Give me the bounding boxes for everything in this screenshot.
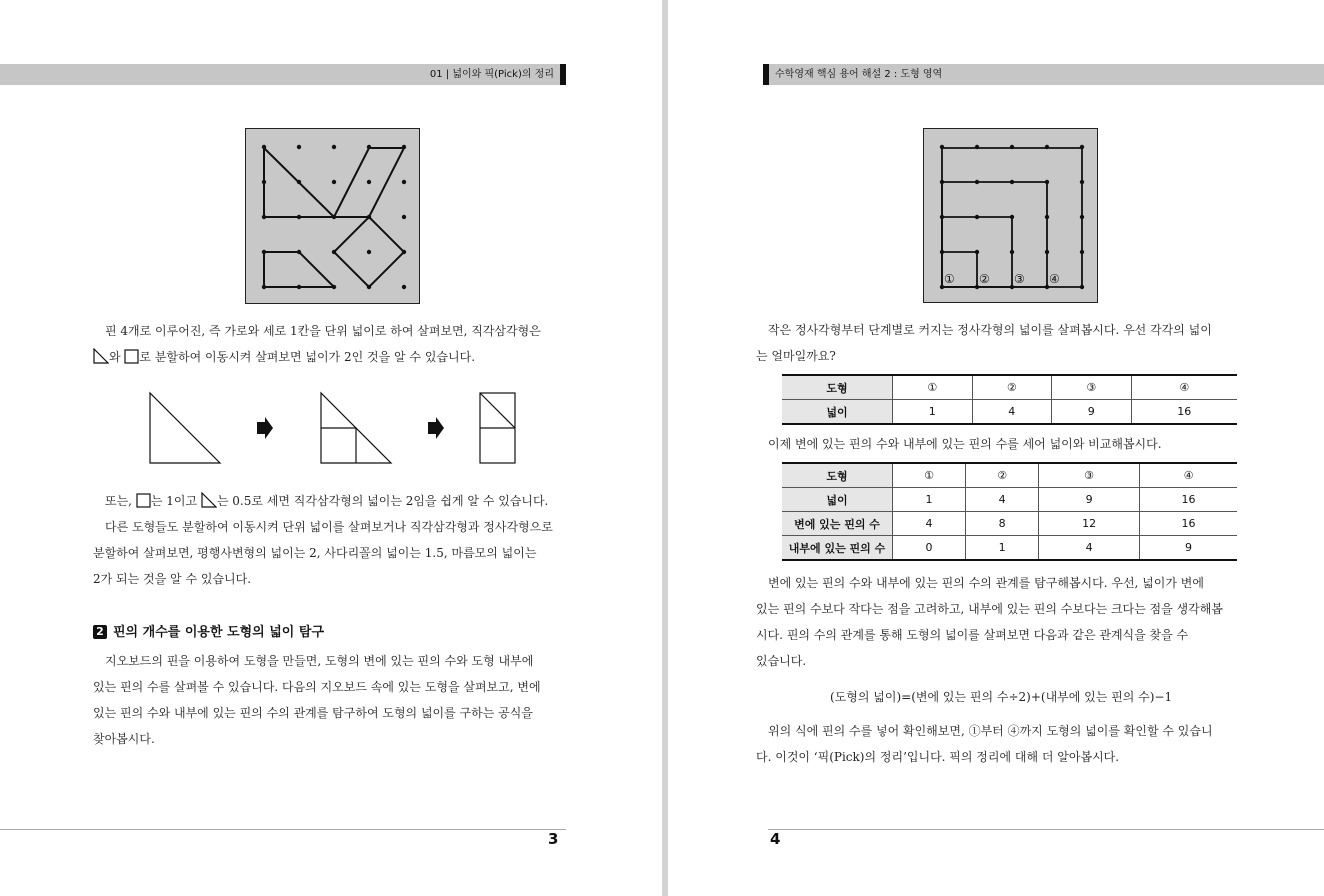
text-line: 위의 식에 핀의 수를 넣어 확인해보면, ①부터 ④까지 도형의 넓이를 확인할 수 있습니	[768, 724, 1213, 738]
text-line: 지오보드의 핀을 이용하여 도형을 만들면, 도형의 변에 있는 핀의 수와 도형 내부에	[105, 654, 534, 668]
table-cell: 4	[1039, 536, 1140, 561]
table-cell: ④	[1131, 375, 1237, 400]
text-line: 있는 핀의 수와 내부에 있는 핀의 수의 관계를 탐구하여 도형의 넓이를 구하는 공식을	[93, 706, 533, 720]
table-row	[782, 536, 1237, 561]
text-line: 핀 4개로 이루어진, 즉 가로와 세로 1칸을 단위 넓이로 하여 살펴보면, 직각삼각형은	[105, 324, 541, 338]
geoboard-pin	[367, 180, 371, 184]
geoboard-pin	[402, 285, 406, 289]
text-line: 있는 핀의 수보다 작다는 점을 고려하고, 내부에 있는 핀의 수보다는 크다는 점을 생각해봅	[756, 602, 1223, 616]
table-cell: 16	[1140, 512, 1237, 536]
left-paragraph-1	[93, 318, 563, 370]
table-cell: ④	[1140, 463, 1237, 488]
table-cell: 9	[1039, 488, 1140, 512]
table-row-header: 도형	[782, 375, 893, 400]
table-cell: 1	[966, 536, 1039, 561]
left-running-header	[0, 64, 566, 85]
text-line: 시다. 핀의 수의 관계를 통해 도형의 넓이를 살펴보면 다음과 같은 관계식을 찾을 수	[756, 628, 1189, 642]
square-icon	[124, 349, 139, 364]
text-line: 이제 변에 있는 핀의 수와 내부에 있는 핀의 수를 세어 넓이와 비교해봅시다.	[768, 437, 1162, 451]
table-cell: 1	[893, 488, 966, 512]
page-number: 3	[548, 830, 559, 848]
text-fragment: 는 1이고	[150, 494, 198, 508]
area-table	[782, 374, 1237, 425]
text-line: 작은 정사각형부터 단계별로 커지는 정사각형의 넓이를 살펴봅시다. 우선 각각의 넓이	[768, 323, 1212, 337]
arrow-right-icon	[428, 417, 444, 439]
table-row	[782, 400, 1237, 425]
table-cell: 9	[1052, 400, 1132, 425]
table-cell: ①	[893, 463, 966, 488]
table-row-header: 도형	[782, 463, 893, 488]
right-header-title: 수학영재 핵심 용어 해설 2 : 도형 영역	[775, 69, 943, 80]
geoboard-pin	[332, 180, 336, 184]
pick-formula: (도형의 넓이)=(변에 있는 핀의 수÷2)+(내부에 있는 핀의 수)−1	[830, 690, 1173, 704]
geoboard-pin	[402, 180, 406, 184]
square-icon	[136, 493, 151, 508]
page-number: 4	[770, 830, 781, 848]
table-cell: 4	[893, 512, 966, 536]
table-cell: 16	[1140, 488, 1237, 512]
table-row	[782, 512, 1237, 536]
header-marker	[560, 64, 566, 85]
text-line: 다. 이것이 ‘픽(Pick)의 정리’입니다. 픽의 정리에 대해 더 알아봅시다.	[756, 750, 1120, 764]
table-cell: 12	[1039, 512, 1140, 536]
left-header-title: 01 | 넓이와 픽(Pick)의 정리	[429, 69, 554, 80]
right-paragraph-4	[756, 718, 1246, 770]
text-line: 있습니다.	[756, 654, 807, 668]
table-cell: 1	[893, 400, 973, 425]
right-running-header	[763, 64, 1324, 85]
text-line: 는 얼마일까요?	[756, 349, 836, 363]
table-cell: 9	[1140, 536, 1237, 561]
table-cell: 16	[1131, 400, 1237, 425]
square-3-label: ③	[1014, 272, 1025, 286]
right-paragraph-2	[756, 431, 1246, 457]
section-number-badge: 2	[93, 625, 107, 639]
text-line: 있는 핀의 수를 살펴볼 수 있습니다. 다음의 지오보드 속에 있는 도형을 살펴보고, 변에	[93, 680, 541, 694]
table-cell: ①	[893, 375, 973, 400]
text-fragment: 는 0.5로 세면 직각삼각형의 넓이는 2임을 쉽게 알 수 있습니다.	[216, 494, 549, 508]
text-fragment: 로 분할하여 이동시켜 살펴보면 넓이가 2인 것을 알 수 있습니다.	[139, 350, 476, 364]
table-cell: ②	[972, 375, 1052, 400]
footer-rule	[0, 829, 566, 830]
text-line: 변에 있는 핀의 수와 내부에 있는 핀의 수의 관계를 탐구해봅시다. 우선, 넓이가 변에	[768, 576, 1204, 590]
table-row-header: 넓이	[782, 488, 893, 512]
text-fragment: 또는,	[105, 494, 132, 508]
text-line: 다른 도형들도 분할하여 이동시켜 단위 넓이를 살펴보거나 직각삼각형과 정사각형으로	[105, 520, 553, 534]
table-cell: 0	[893, 536, 966, 561]
table-row	[782, 375, 1237, 400]
section-title: 핀의 개수를 이용한 도형의 넓이 탐구	[113, 625, 324, 640]
right-page	[668, 0, 1324, 896]
table-cell: 4	[966, 488, 1039, 512]
section-heading	[93, 621, 324, 640]
table-row	[782, 463, 1237, 488]
header-marker	[763, 64, 769, 85]
geoboard-shapes-figure	[245, 128, 420, 304]
text-line: 찾아봅시다.	[93, 732, 155, 746]
table-row-header: 넓이	[782, 400, 893, 425]
text-line: 2가 되는 것을 알 수 있습니다.	[93, 572, 252, 586]
arrow-right-icon	[257, 417, 273, 439]
geoboard-pin	[367, 250, 371, 254]
pin-count-table	[782, 462, 1237, 561]
geoboard-pin	[332, 145, 336, 149]
square-1-label: ①	[944, 272, 955, 286]
right-paragraph-1	[756, 317, 1246, 369]
table-cell: ②	[966, 463, 1039, 488]
geoboard-pin	[402, 215, 406, 219]
table-cell: 8	[966, 512, 1039, 536]
table-row-header: 내부에 있는 핀의 수	[782, 536, 893, 561]
square-2-label: ②	[979, 272, 990, 286]
table-cell: ③	[1039, 463, 1140, 488]
geoboard-pin	[297, 145, 301, 149]
square-4-label: ④	[1049, 272, 1060, 286]
triangle-decomposition-figure	[145, 390, 525, 466]
text-line: 분할하여 살펴보면, 평행사변형의 넓이는 2, 사다리꼴의 넓이는 1.5, 마름모의 넓이는	[93, 546, 537, 560]
left-paragraph-2	[93, 488, 563, 592]
text-fragment: 와	[109, 350, 121, 364]
left-paragraph-3	[93, 648, 563, 752]
geoboard-nested-squares-figure	[923, 128, 1098, 303]
footer-rule	[768, 829, 1324, 830]
table-cell: 4	[972, 400, 1052, 425]
right-paragraph-3	[756, 570, 1246, 674]
triangle-icon	[93, 348, 109, 364]
triangle-icon	[201, 492, 217, 508]
table-cell: ③	[1052, 375, 1132, 400]
table-row-header: 변에 있는 핀의 수	[782, 512, 893, 536]
table-row	[782, 488, 1237, 512]
